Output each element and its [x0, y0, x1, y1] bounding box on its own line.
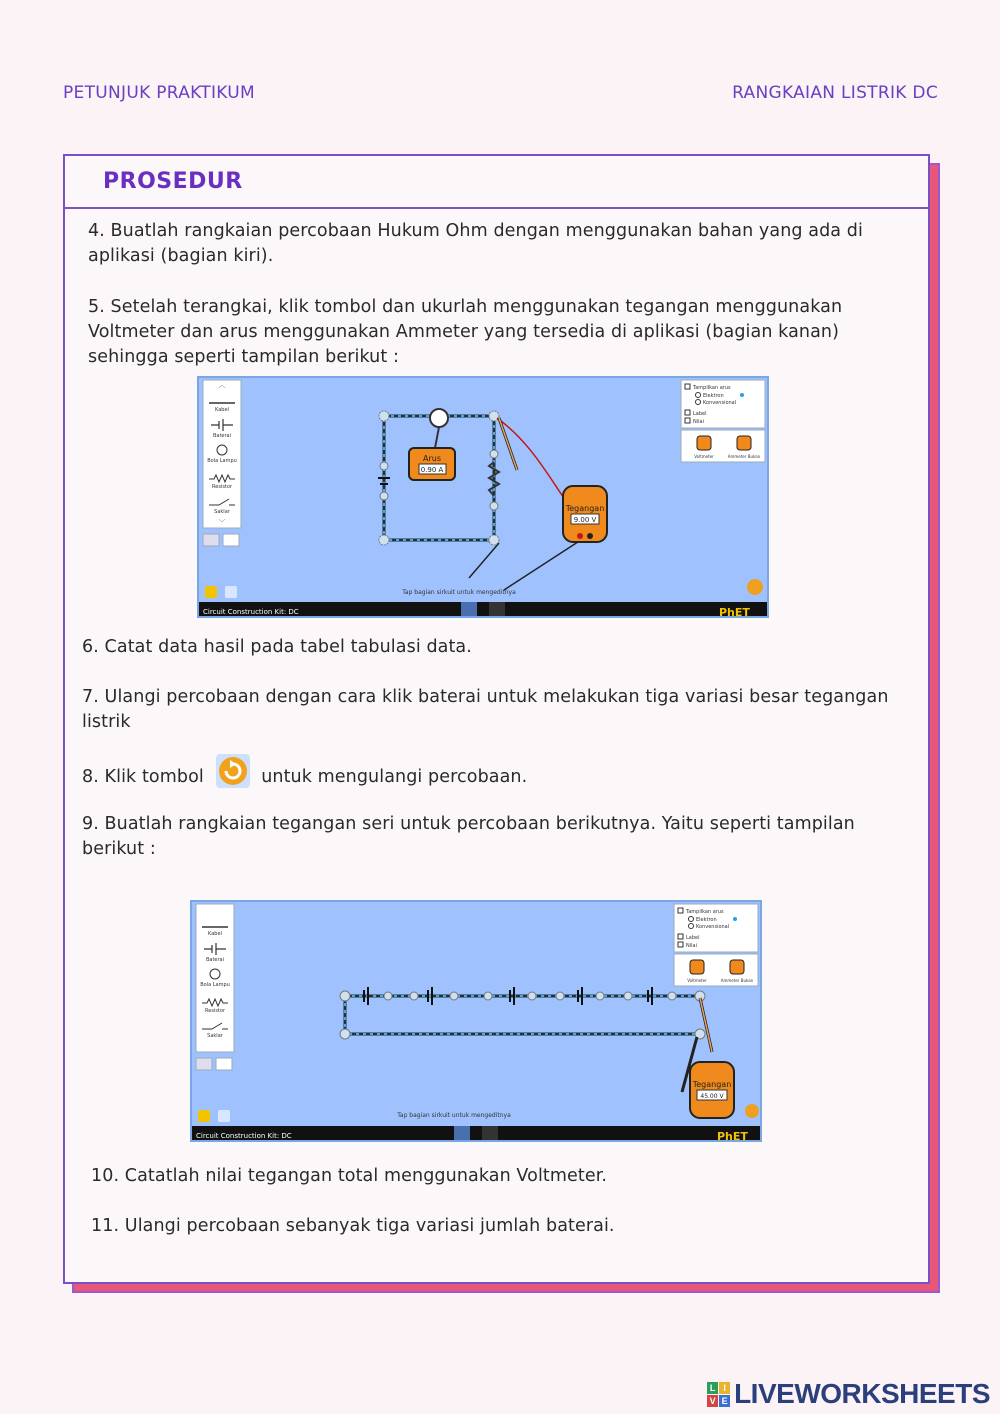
tool-label: Bola Lampu: [207, 458, 237, 464]
nav-lab[interactable]: [489, 602, 505, 618]
step-8-before: 8. Klik tombol: [82, 767, 204, 787]
app-title: Circuit Construction Kit: DC: [196, 1132, 292, 1140]
option-value: Nilai: [693, 419, 704, 425]
nav-intro[interactable]: [454, 1126, 470, 1142]
zoom-in-icon[interactable]: [225, 586, 237, 598]
option-label: Label: [686, 935, 700, 941]
step-4: 4. Buatlah rangkaian percobaan Hukum Ohm dengan menggunakan bahan yang ada di aplikasi (bagian kiri).: [88, 221, 863, 266]
logo-letter: E: [719, 1395, 730, 1407]
step-8-after: untuk mengulangi percobaan.: [261, 767, 528, 787]
step-6: 6. Catat data hasil pada tabel tabulasi data.: [82, 637, 472, 657]
step-11: 11. Ulangi percobaan sebanyak tiga variasi jumlah baterai.: [91, 1216, 615, 1236]
brand-phet: PhET: [719, 606, 750, 619]
step-5: 5. Setelah terangkai, klik tombol dan ukurlah menggunakan tegangan menggunakan Voltmeter dan arus menggunakan Ammeter yang tersedia di aplikasi (bagian kanan) sehingga seperti tampilan berikut :: [88, 297, 843, 367]
hint-text: Tap bagian sirkuit untuk mengeditnya: [397, 1112, 511, 1119]
zoom-out-icon[interactable]: [198, 1110, 210, 1122]
tool-voltmeter: Voltmeter: [694, 454, 714, 459]
tool-ammeter: Ammeter Bukan: [727, 454, 761, 459]
card-title: PROSEDUR: [103, 169, 243, 194]
hint-text: Tap bagian sirkuit untuk mengeditnya: [402, 589, 516, 596]
options-panel: [674, 904, 758, 986]
option-electron: Elektron: [696, 917, 717, 923]
step-9: 9. Buatlah rangkaian tegangan seri untuk percobaan berikutnya. Yaitu seperti tampilan berikut :: [82, 814, 855, 859]
tool-label: Baterai: [205, 957, 225, 963]
option-conventional: Konvensional: [703, 400, 737, 406]
voltmeter-value: 9.00 V: [573, 516, 597, 524]
zoom-out-icon[interactable]: [205, 586, 217, 598]
brand-phet: PhET: [717, 1130, 748, 1143]
ammeter[interactable]: [409, 409, 455, 480]
voltmeter[interactable]: [469, 418, 607, 590]
svg-text:︿: ︿: [218, 381, 226, 389]
tool-label: Saklar: [207, 1033, 223, 1039]
logo-letter: V: [707, 1395, 718, 1407]
tool-label: Saklar: [214, 509, 230, 515]
sim-screenshot-ohm: [197, 376, 769, 618]
logo-text: LIVEWORKSHEETS: [734, 1378, 990, 1409]
zoom-in-icon[interactable]: [218, 1110, 230, 1122]
tool-label: Baterai: [212, 433, 232, 439]
tool-ammeter: Ammeter Bukan: [720, 978, 754, 983]
voltmeter-label: Tegangan: [565, 504, 605, 513]
ammeter-value: 0.90 A: [420, 466, 444, 474]
tool-label: Resistor: [205, 1008, 225, 1014]
toolbox-panel: [196, 904, 234, 1070]
reset-button-icon: [216, 754, 250, 788]
header-right: RANGKAIAN LISTRIK DC: [732, 83, 938, 103]
header-left: PETUNJUK PRAKTIKUM: [63, 83, 255, 103]
voltmeter-label: Tegangan: [692, 1080, 732, 1089]
option-electron: Elektron: [703, 393, 724, 399]
voltmeter-value: 45.00 V: [700, 1093, 724, 1100]
reset-icon[interactable]: [747, 579, 763, 595]
option-show-current: Tampilkan arus: [693, 385, 731, 391]
ammeter-label: Arus: [423, 454, 441, 463]
logo-mark: [707, 1382, 730, 1407]
option-value: Nilai: [686, 943, 697, 949]
tool-label: Kabel: [208, 931, 222, 937]
option-show-current: Tampilkan arus: [686, 909, 724, 915]
nav-lab[interactable]: [482, 1126, 498, 1142]
app-title: Circuit Construction Kit: DC: [203, 608, 299, 616]
reset-icon[interactable]: [745, 1104, 759, 1118]
tool-label: Resistor: [212, 484, 232, 490]
step-7: 7. Ulangi percobaan dengan cara klik baterai untuk melakukan tiga variasi besar tegangan listrik: [82, 687, 889, 732]
liveworksheets-logo[interactable]: [707, 1378, 990, 1410]
tool-label: Kabel: [215, 407, 229, 413]
toolbox-panel: [203, 380, 241, 546]
series-circuit[interactable]: [340, 987, 705, 1039]
svg-text:﹀: ﹀: [218, 519, 226, 527]
sim-screenshot-series: [190, 900, 762, 1142]
logo-letter: L: [707, 1382, 718, 1394]
step-10: 10. Catatlah nilai tegangan total menggunakan Voltmeter.: [91, 1166, 608, 1186]
step-8: [82, 754, 902, 794]
option-label: Label: [693, 411, 707, 417]
options-panel: [681, 380, 765, 462]
card-title-bar: [65, 156, 928, 209]
tool-voltmeter: Voltmeter: [687, 978, 707, 983]
nav-intro[interactable]: [461, 602, 477, 618]
option-conventional: Konvensional: [696, 924, 730, 930]
tool-label: Bola Lampu: [200, 982, 230, 988]
logo-letter: I: [719, 1382, 730, 1394]
voltmeter[interactable]: [682, 998, 734, 1118]
